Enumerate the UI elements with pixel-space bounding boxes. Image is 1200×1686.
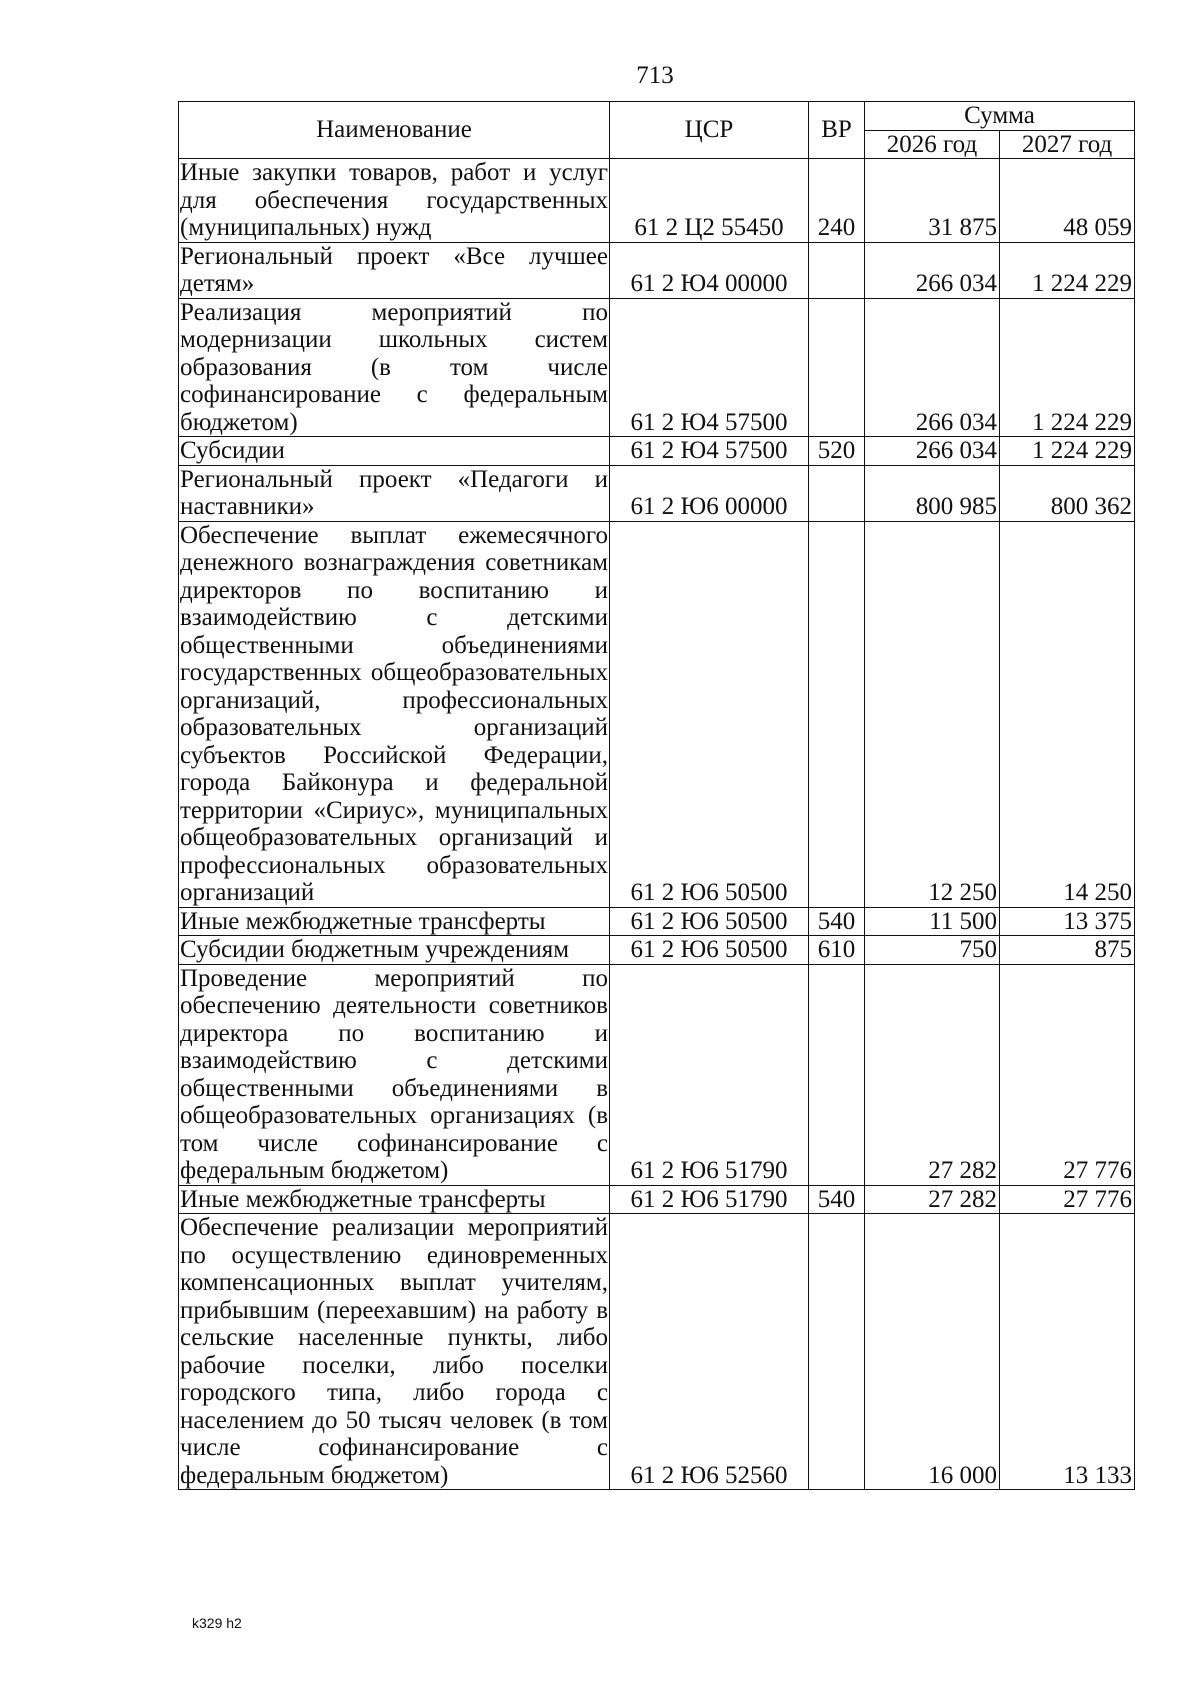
row-2026: 12 250 [865,521,1000,907]
row-vr: 540 [809,1185,865,1214]
table-row [179,437,1135,466]
row-2026: 266 034 [865,242,1000,298]
row-name: Субсидии бюджетным учреждениям [179,936,610,965]
row-vr: 240 [809,159,865,243]
row-csr: 61 2 Ю6 51790 [610,964,809,1185]
row-csr: 61 2 Ю6 50500 [610,907,809,936]
row-2026: 16 000 [865,1214,1000,1490]
row-2027: 48 059 [1000,159,1135,243]
table-row [179,465,1135,521]
table-row [179,936,1135,965]
row-vr [809,964,865,1185]
table-row [179,298,1135,437]
row-2027: 13 133 [1000,1214,1135,1490]
row-name: Иные межбюджетные трансферты [179,1185,610,1214]
header-vr: ВР [809,102,865,159]
row-vr [809,242,865,298]
table-row [179,242,1135,298]
row-csr: 61 2 Ю6 00000 [610,465,809,521]
row-vr: 540 [809,907,865,936]
row-name: Субсидии [179,437,610,466]
row-2027: 800 362 [1000,465,1135,521]
row-2027: 875 [1000,936,1135,965]
row-2027: 1 224 229 [1000,298,1135,437]
footer-code: k329 h2 [192,1615,242,1631]
header-year-2027: 2027 год [1000,130,1135,159]
header-row [179,102,1135,131]
page-number: 713 [636,62,674,89]
row-vr: 610 [809,936,865,965]
row-2027: 1 224 229 [1000,437,1135,466]
header-name: Наименование [179,102,610,159]
header-csr: ЦСР [610,102,809,159]
row-2026: 266 034 [865,298,1000,437]
row-vr [809,521,865,907]
row-name: Обеспечение реализации мероприятий по осуществлению единовременных компенсационных выплат учителям, прибывшим (переехавшим) на работу в сельские населенные пункты, либо рабочие поселки, либо поселки городского типа, либо города с населением до 50 тысяч человек (в том числе софинансирование с федеральным бюджетом) [180,1214,608,1489]
header-sum: Сумма [865,102,1135,131]
row-2027: 1 224 229 [1000,242,1135,298]
row-csr: 61 2 Ю4 00000 [610,242,809,298]
row-2026: 266 034 [865,437,1000,466]
table-row [179,1185,1135,1214]
row-2026: 27 282 [865,964,1000,1185]
table-row [179,1214,1135,1490]
row-2027: 27 776 [1000,1185,1135,1214]
header-year-2026: 2026 год [865,130,1000,159]
row-csr: 61 2 Ю4 57500 [610,298,809,437]
row-2026: 31 875 [865,159,1000,243]
table-row [179,964,1135,1185]
row-name: Региональный проект «Все лучшее детям» [180,242,608,297]
row-2027: 27 776 [1000,964,1135,1185]
row-2026: 27 282 [865,1185,1000,1214]
row-name: Иные межбюджетные трансферты [179,907,610,936]
row-csr: 61 2 Ю6 50500 [610,936,809,965]
row-vr [809,298,865,437]
row-name: Иные закупки товаров, работ и услуг для обеспечения государственных (муниципальных) нужд [180,159,608,241]
row-vr [809,1214,865,1490]
row-name: Проведение мероприятий по обеспечению деятельности советников директора по воспитанию и взаимодействию с детскими общественными объединениями в общеобразовательных организациях (в том числе софинансирование с федеральным бюджетом) [180,964,608,1184]
row-csr: 61 2 Ц2 55450 [610,159,809,243]
row-name: Реализация мероприятий по модернизации школьных систем образования (в том числе софинансирование с федеральным бюджетом) [180,298,608,436]
row-2027: 13 375 [1000,907,1135,936]
table-body [179,159,1135,1490]
row-2026: 11 500 [865,907,1000,936]
row-csr: 61 2 Ю6 52560 [610,1214,809,1490]
row-2026: 750 [865,936,1000,965]
row-2027: 14 250 [1000,521,1135,907]
row-vr [809,465,865,521]
row-csr: 61 2 Ю6 51790 [610,1185,809,1214]
row-name: Региональный проект «Педагоги и наставники» [180,465,608,520]
row-2026: 800 985 [865,465,1000,521]
budget-table [178,101,1135,1490]
row-csr: 61 2 Ю4 57500 [610,437,809,466]
table-row [179,521,1135,907]
row-name: Обеспечение выплат ежемесячного денежного вознаграждения советникам директоров по воспитанию и взаимодействию с детскими общественными объединениями государственных общеобразовательных организаций, профессиональных образовательных организаций субъектов Российской Федерации, города Байконура и федеральной территории «Сириус», муниципальных общеобразовательных организаций и профессиональных образовательных организаций [180,521,608,906]
table-row [179,159,1135,243]
row-csr: 61 2 Ю6 50500 [610,521,809,907]
row-vr: 520 [809,437,865,466]
table-row [179,907,1135,936]
